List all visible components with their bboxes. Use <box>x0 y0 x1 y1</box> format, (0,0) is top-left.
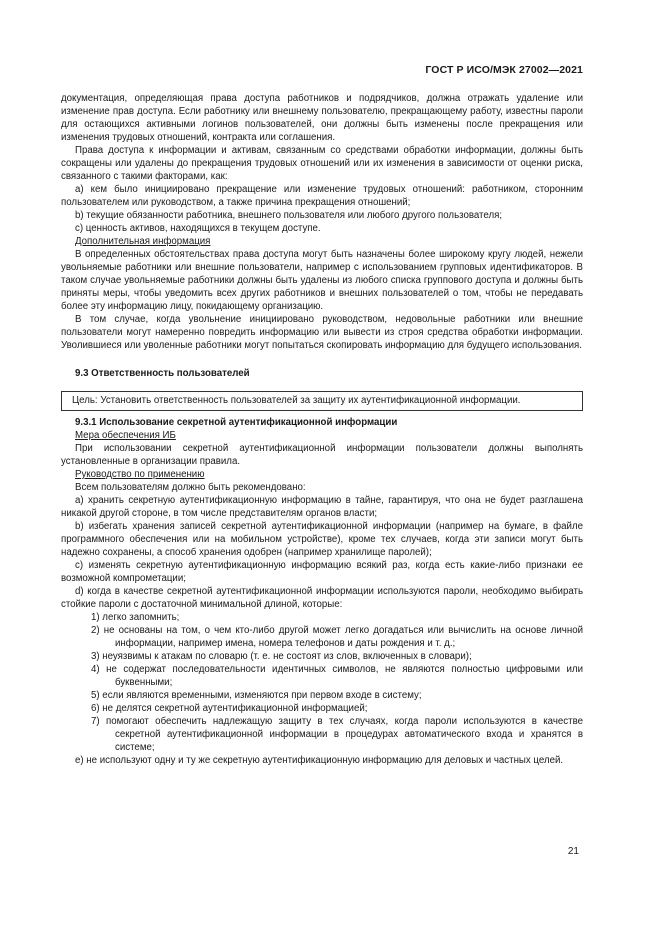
document-body <box>61 92 583 767</box>
goal-box: Цель: Установить ответственность пользователей за защиту их аутентификационной информации. <box>61 391 583 411</box>
list-item-b: b) избегать хранения записей секретной аутентификационной информации (например на бумаге, в файле программного обеспечения или на мобильном устройстве), кроме тех случаев, когда эти записи могут быть надежно сохранены, а способ хранения одобрен (например хранилище паролей); <box>61 521 583 558</box>
paragraph-control: При использовании секретной аутентификационной информации пользователи должны выполнять установленные в организации правила. <box>61 443 583 467</box>
list-item-d: d) когда в качестве секретной аутентификационной информации используются пароли, необходимо выбирать стойкие пароли с достаточной минимальной длиной, которые: <box>61 586 583 610</box>
list-item-e: e) не используют одну и ту же секретную аутентификационную информацию для деловых и частных целей. <box>75 755 564 766</box>
list-item-b: b) текущие обязанности работника, внешнего пользователя или любого другого пользователя; <box>75 210 503 221</box>
list-item-c: c) ценность активов, находящихся в текущем доступе. <box>75 223 321 234</box>
subheading-control: Мера обеспечения ИБ <box>75 430 176 441</box>
sub-list-item-5: 5) если являются временными, изменяются при первом входе в систему; <box>91 690 422 701</box>
list-item-a: a) хранить секретную аутентификационную информацию в тайне, гарантируя, что она не будет разглашена никакой другой стороне, в том числе представителям органов власти; <box>61 495 583 519</box>
subheading-additional-info: Дополнительная информация <box>75 236 211 247</box>
sub-list-item-2: 2) не основаны на том, о чем кто-либо другой может легко догадаться или вычислить на основе личной информации, например имена, номера телефонов и даты рождения и т. д.; <box>91 625 583 649</box>
page-number: 21 <box>567 846 579 857</box>
document-header-title: ГОСТ Р ИСО/МЭК 27002—2021 <box>425 64 583 76</box>
paragraph-recommended: Всем пользователям должно быть рекомендовано: <box>75 482 306 493</box>
list-item-a: a) кем было инициировано прекращение или изменение трудовых отношений: работником, сторонним пользователем или руководством, а также причина прекращения отношений; <box>61 184 583 208</box>
sub-list-item-6: 6) не делятся секретной аутентификационной информацией; <box>91 703 368 714</box>
sub-list-item-7: 7) помогают обеспечить надлежащую защиту в тех случаях, когда пароли используются в качестве секретной аутентификационной информации в процедурах автоматического входа и хранятся в системе; <box>91 716 583 753</box>
paragraph-dismissal: В том случае, когда увольнение инициировано руководством, недовольные работники или внешние пользователи могут намеренно повредить информацию или вывести из строя средства обработки информации. Уволившиеся или уволенные работники могут попытаться скопировать информацию для будущего использования. <box>61 314 583 351</box>
list-item-c: c) изменять секретную аутентификационную информацию всякий раз, когда есть какие-либо признаки ее возможной компрометации; <box>61 560 583 584</box>
section-heading-9-3: 9.3 Ответственность пользователей <box>75 368 250 379</box>
section-heading-9-3-1: 9.3.1 Использование секретной аутентификационной информации <box>75 417 398 428</box>
sub-list-item-3: 3) неуязвимы к атакам по словарю (т. е. не состоят из слов, включенных в словари); <box>91 651 472 662</box>
sub-list-item-1: 1) легко запомнить; <box>91 612 180 623</box>
paragraph-access-rights: Права доступа к информации и активам, связанным со средствами обработки информации, должны быть сокращены или удалены до прекращения трудовых отношений или их изменения в зависимости от оценки риска, связанного с такими факторами, как: <box>61 145 583 182</box>
sub-list-item-4: 4) не содержат последовательности идентичных символов, не являются полностью цифровыми или буквенными; <box>91 664 583 688</box>
subheading-guidance: Руководство по применению <box>75 469 205 480</box>
paragraph-group-access: В определенных обстоятельствах права доступа могут быть назначены более широкому кругу людей, нежели увольняемые работники или внешние пользователи, например с использованием групповых идентификаторов. В таком случае увольняемые работники должны быть удалены из любого списка группового доступа и должны быть приняты меры, чтобы уведомить всех других работников и внешних пользователей о том, чтобы не передавать более эту информацию лицу, покидающему организацию. <box>61 249 583 312</box>
paragraph-continuation: документация, определяющая права доступа работников и подрядчиков, должна отражать удаление или изменение прав доступа. Если работнику или внешнему пользователю, прекращающему работу, известны пароли для остающихся активными логинов пользователей, они должны быть изменены после прекращения или изменения трудовых отношений, контракта или соглашения. <box>61 93 583 143</box>
